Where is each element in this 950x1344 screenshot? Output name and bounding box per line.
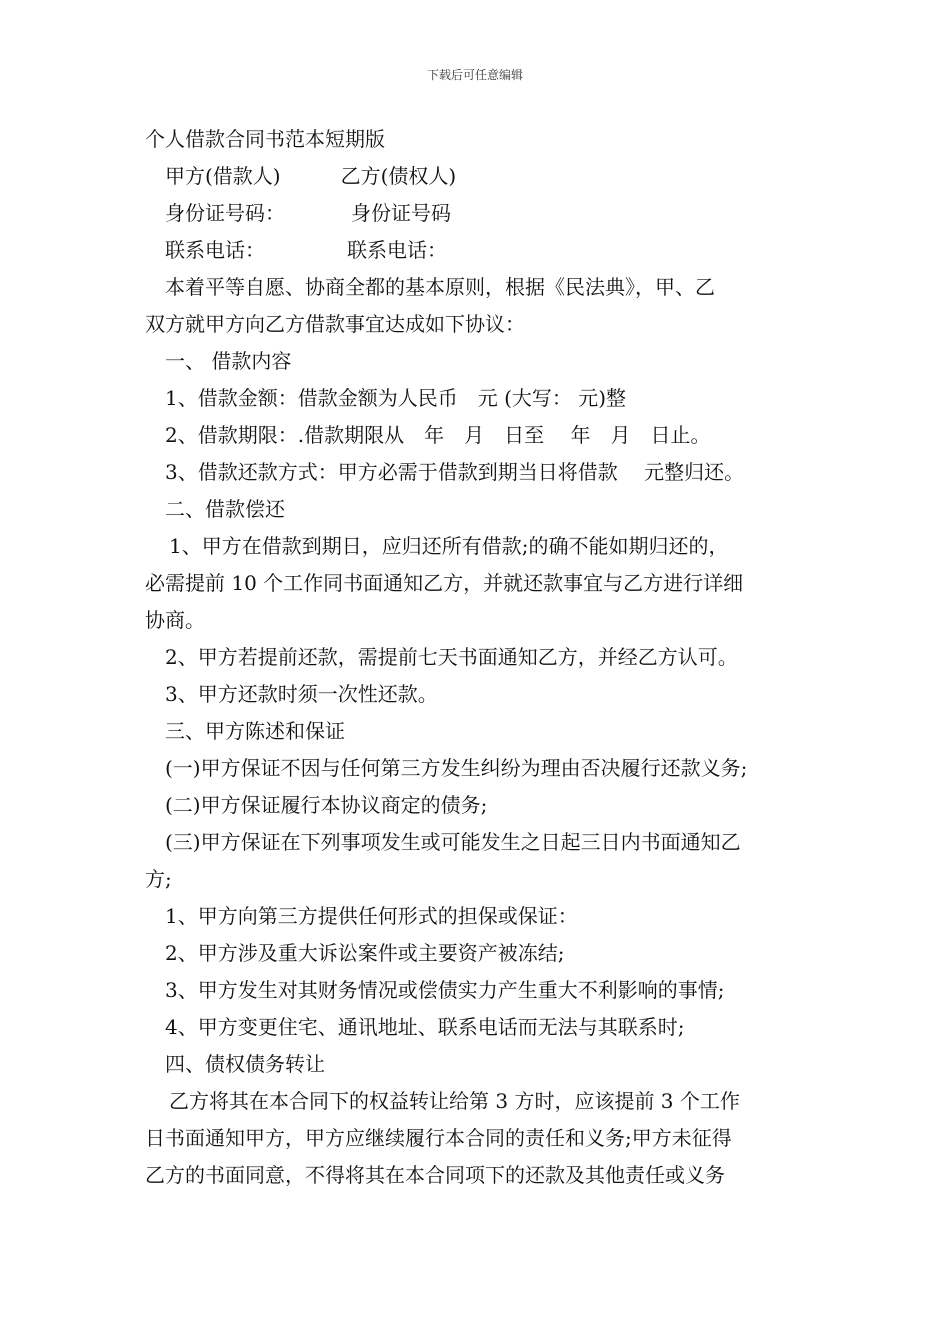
party-a-label: 甲方(借款人) [165,164,281,188]
party-b-label: 乙方(债权人) [340,164,457,188]
page-header: 下载后可任意编辑 [426,68,523,82]
clause-line: 1、甲方向第三方提供任何形式的担保或保证： [165,904,578,928]
id-a-label: 身份证号码： [165,201,285,225]
clause-line: 2、甲方涉及重大诉讼案件或主要资产被冻结; [165,941,565,965]
phone-row [145,232,810,269]
clause-line: (三)甲方保证在下列事项发生或可能发生之日起三日内书面通知乙 [165,830,741,854]
clause-line: (一)甲方保证不因与任何第三方发生纠纷为理由否决履行还款义务; [165,756,748,780]
clause-line: 1、甲方在借款到期日，应归还所有借款;的确不能如期归还的， [169,534,729,558]
clause-line: 2、甲方若提前还款，需提前七天书面通知乙方，并经乙方认可。 [165,645,738,669]
paragraph-line: 乙方将其在本合同下的权益转让给第 3 方时，应该提前 3 个工作 [169,1089,740,1113]
clause-line: 协商。 [145,608,205,632]
section-heading: 四、债权债务转让 [165,1052,325,1076]
document-body [145,121,810,1194]
id-b-label: 身份证号码 [351,201,451,225]
document-title: 个人借款合同书范本短期版 [145,127,385,151]
paragraph-line: 乙方的书面同意，不得将其在本合同项下的还款及其他责任或义务 [145,1163,725,1187]
paragraph-line: 本着平等自愿、协商全都的基本原则，根据《民法典》，甲、乙 [165,275,715,299]
phone-b-label: 联系电话： [347,238,447,262]
clause-line: 1、借款金额：借款金额为人民币 元 (大写： 元)整 [165,386,627,410]
clause-line: 3、甲方还款时须一次性还款。 [165,682,438,706]
party-row [145,158,810,195]
clause-line: 4、甲方变更住宅、通讯地址、联系电话而无法与其联系时; [165,1015,685,1039]
section-heading: 三、甲方陈述和保证 [165,719,345,743]
clause-line: 2、借款期限：.借款期限从 年 月 日至 年 月 日止。 [165,423,711,447]
section-heading: 二、借款偿还 [165,497,285,521]
clause-line: 必需提前 10 个工作同书面通知乙方，并就还款事宜与乙方进行详细 [145,571,744,595]
paragraph-line: 双方就甲方向乙方借款事宜达成如下协议： [145,312,525,336]
clause-line: 3、借款还款方式：甲方必需于借款到期当日将借款 元整归还。 [165,460,745,484]
id-row [145,195,810,232]
phone-a-label: 联系电话： [165,238,265,262]
clause-line: 方; [145,867,172,891]
clause-line: 3、甲方发生对其财务情况或偿债实力产生重大不利影响的事情; [165,978,725,1002]
clause-line: (二)甲方保证履行本协议商定的债务; [165,793,488,817]
paragraph-line: 日书面通知甲方，甲方应继续履行本合同的责任和义务;甲方未征得 [145,1126,732,1150]
section-heading: 一、 借款内容 [165,349,292,373]
